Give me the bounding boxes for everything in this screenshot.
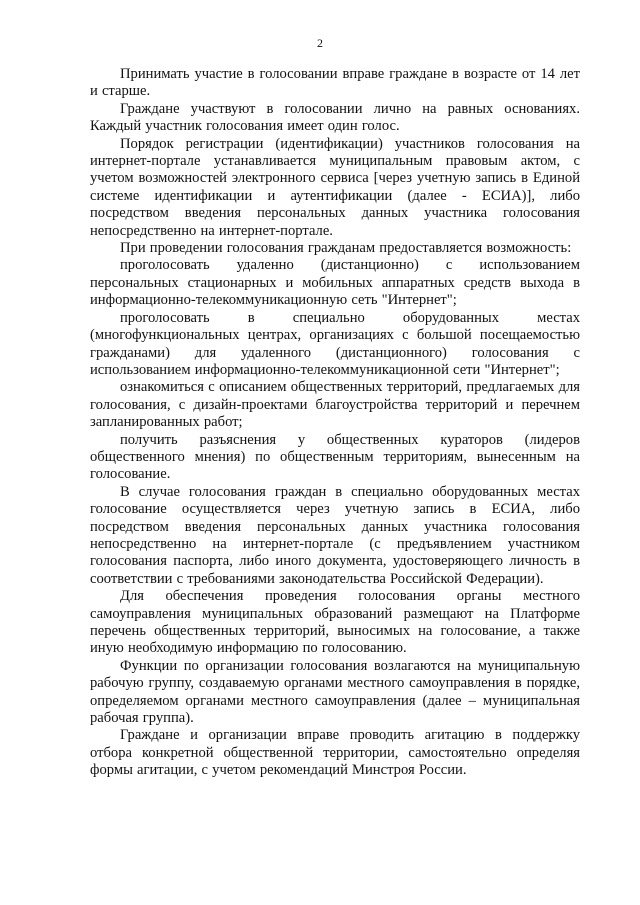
paragraph-age-requirement: Принимать участие в голосовании вправе граждане в возрасте от 14 лет и старше. xyxy=(90,66,580,100)
page-number: 2 xyxy=(317,36,323,50)
paragraph-esia-voting: В случае голосования граждан в специально оборудованных местах голосование осуществляется через учетную запись в ЕСИА, либо посредством введения персональных данных участника голосования непосредственно на интернет-портале (с предъявлением участником голосования паспорта, либо иного документа, удостоверяющего личность в соответствии с требованиями законодательства Российской Федерации). xyxy=(90,483,580,587)
paragraph-registration: Порядок регистрации (идентификации) участников голосования на интернет-портале устанавливается муниципальным правовым актом, с учетом возможностей электронного сервиса [через учетную запись в Единой системе идентификации и аутентификации (далее - ЕСИА)], либо посредством введения персональных данных участника голосования непосредственно на интернет-портале. xyxy=(90,135,580,239)
paragraph-equal-basis: Граждане участвуют в голосовании лично на равных основаниях. Каждый участник голосования имеет один голос. xyxy=(90,100,580,135)
paragraph-voting-options-intro: При проведении голосования гражданам предоставляется возможность: xyxy=(120,240,572,257)
paragraph-option-review-territories: ознакомиться с описанием общественных территорий, предлагаемых для голосования, с дизайн-проектами благоустройства территорий и перечнем запланированных работ; xyxy=(90,379,580,431)
paragraph-option-remote: проголосовать удаленно (дистанционно) с использованием персональных стационарных и мобильных аппаратных средств выхода в информационно-телекоммуникационную сеть "Интернет"; xyxy=(90,257,580,309)
paragraph-option-curators: получить разъяснения у общественных кураторов (лидеров общественного мнения) по общественным территориям, вынесенным на голосование. xyxy=(90,431,580,483)
document-body xyxy=(90,66,580,780)
paragraph-option-equipped-places: проголосовать в специально оборудованных местах (многофункциональных центрах, организациях с большой посещаемостью гражданами) для удаленного (дистанционного) голосования с использованием информационно-телекоммуникационной сети "Интернет"; xyxy=(90,309,580,378)
paragraph-agitation: Граждане и организации вправе проводить агитацию в поддержку отбора конкретной общественной территории, самостоятельно определяя формы агитации, с учетом рекомендаций Минстроя России. xyxy=(90,727,580,779)
paragraph-working-group: Функции по организации голосования возлагаются на муниципальную рабочую группу, создаваемую органами местного самоуправления в порядке, определяемом органами местного самоуправления (далее – муниципальная рабочая группа). xyxy=(90,657,580,727)
paragraph-platform-info: Для обеспечения проведения голосования органы местного самоуправления муниципальных образований размещают на Платформе перечень общественных территорий, выносимых на голосование, а также иную необходимую информацию по голосованию. xyxy=(90,588,580,657)
